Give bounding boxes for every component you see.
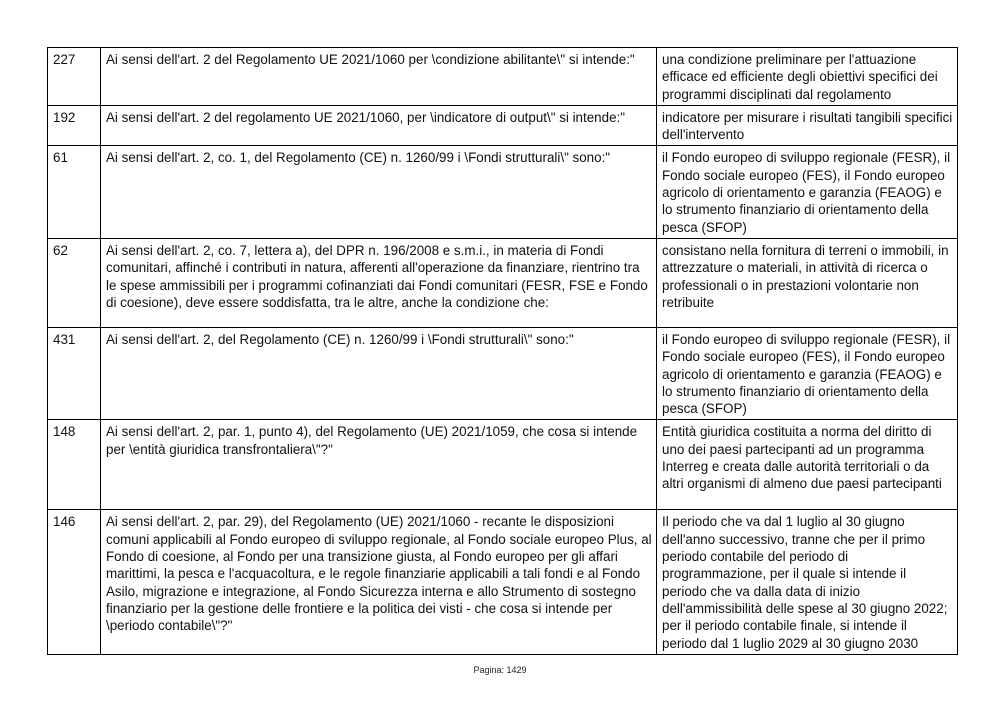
answer-text-cell: Entità giuridica costituita a norma del diritto di uno dei paesi partecipanti ad un programma Interreg e creata dalle autorità territoriali o da altri organismi di almeno due paesi partecipanti: [657, 420, 958, 510]
question-id-cell: 148: [48, 420, 101, 510]
question-text-cell: Ai sensi dell'art. 2, par. 1, punto 4), del Regolamento (UE) 2021/1059, che cosa si intende per \entità giuridica transfrontaliera\"?": [101, 420, 657, 510]
answer-text-cell: una condizione preliminare per l'attuazione efficace ed efficiente degli obiettivi specifici dei programmi disciplinati dal regolamento: [657, 48, 958, 106]
answer-text-cell: il Fondo europeo di sviluppo regionale (FESR), il Fondo sociale europeo (FES), il Fondo europeo agricolo di orientamento e garanzia (FEAOG) e lo strumento finanziario di orientamento della pesca (SFOP): [657, 327, 958, 419]
question-id-cell: 146: [48, 510, 101, 654]
question-text-cell: Ai sensi dell'art. 2, del Regolamento (CE) n. 1260/99 i \Fondi strutturali\" sono:": [101, 327, 657, 419]
questions-table: [47, 47, 958, 655]
answer-text-cell: consistano nella fornitura di terreni o immobili, in attrezzature o materiali, in attività di ricerca o professionali o in prestazioni volontarie non retribuite: [657, 238, 958, 327]
table-row: [48, 48, 958, 106]
question-text-cell: Ai sensi dell'art. 2, co. 1, del Regolamento (CE) n. 1260/99 i \Fondi strutturali\" sono:": [101, 146, 657, 238]
answer-text-cell: il Fondo europeo di sviluppo regionale (FESR), il Fondo sociale europeo (FES), il Fondo europeo agricolo di orientamento e garanzia (FEAOG) e lo strumento finanziario di orientamento della pesca (SFOP): [657, 146, 958, 238]
question-id-cell: 431: [48, 327, 101, 419]
question-text-cell: Ai sensi dell'art. 2, par. 29), del Regolamento (UE) 2021/1060 - recante le disposizioni comuni applicabili al Fondo europeo di sviluppo regionale, al Fondo sociale europeo Plus, al Fondo di coesione, al Fondo per una transizione giusta, al Fondo europeo per gli affari marittimi, la pesca e l'acquacoltura, e le regole finanziarie applicabili a tali fondi e al Fondo Asilo, migrazione e integrazione, al Fondo Sicurezza interna e allo Strumento di sostegno finanziario per la gestione delle frontiere e la politica dei visti - che cosa si intende per \periodo contabile\"?": [101, 510, 657, 654]
table-row: [48, 146, 958, 238]
question-text-cell: Ai sensi dell'art. 2 del regolamento UE 2021/1060, per \indicatore di output\" si intende:": [101, 105, 657, 146]
question-id-cell: 62: [48, 238, 101, 327]
question-id-cell: 61: [48, 146, 101, 238]
table-row: [48, 105, 958, 146]
table-row: [48, 327, 958, 419]
question-id-cell: 192: [48, 105, 101, 146]
table-row: [48, 420, 958, 510]
table-row: [48, 238, 958, 327]
question-id-cell: 227: [48, 48, 101, 106]
question-text-cell: Ai sensi dell'art. 2, co. 7, lettera a), del DPR n. 196/2008 e s.m.i., in materia di Fondi comunitari, affinché i contributi in natura, afferenti all'operazione da finanziare, rientrino tra le spese ammissibili per i programmi cofinanziati dai Fondi comunitari (FESR, FSE e Fondo di coesione), deve essere soddisfatta, tra le altre, anche la condizione che:: [101, 238, 657, 327]
answer-text-cell: indicatore per misurare i risultati tangibili specifici dell'intervento: [657, 105, 958, 146]
answer-text-cell: Il periodo che va dal 1 luglio al 30 giugno dell'anno successivo, tranne che per il primo periodo contabile del periodo di programmazione, per il quale si intende il periodo che va dalla data di inizio dell'ammissibilità delle spese al 30 giugno 2022; per il periodo contabile finale, si intende il periodo dal 1 luglio 2029 al 30 giugno 2030: [657, 510, 958, 654]
page-number: Pagina: 1429: [473, 665, 527, 675]
table-row: [48, 510, 958, 654]
question-text-cell: Ai sensi dell'art. 2 del Regolamento UE 2021/1060 per \condizione abilitante\" si intende:": [101, 48, 657, 106]
